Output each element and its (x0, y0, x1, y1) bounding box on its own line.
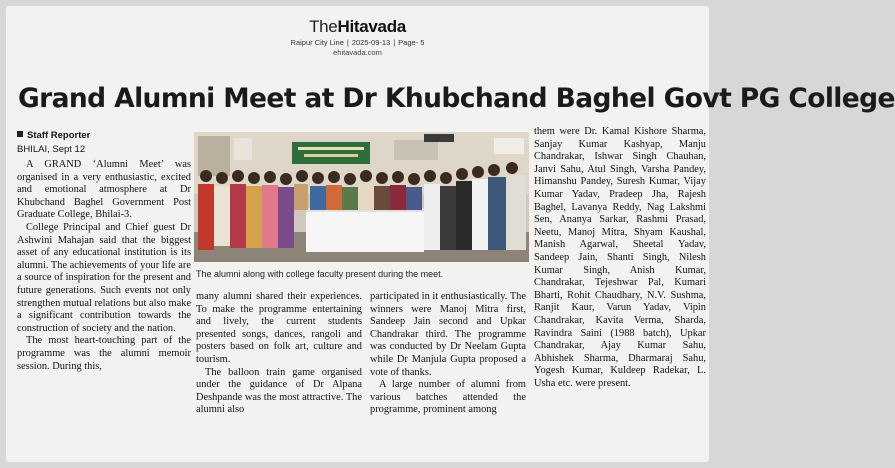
stage-banner (292, 142, 370, 164)
paragraph: College Principal and Chief guest Dr Ashwini Mahajan said that the biggest asset of any educational institution is its alumni. The achievements of your life are a source of inspiration for the present and future generations. Such events not only strengthen mutual relations but also make a significant contribution towards the construction of society and the nation. (17, 221, 191, 334)
newspaper-clipping (6, 6, 895, 462)
byline-block (17, 130, 187, 156)
edition-name: Raipur City Line (290, 38, 344, 47)
masthead (6, 18, 709, 57)
paragraph: The balloon train game organised under the guidance of Dr Alpana Deshpande was the most attractive. The alumni also (196, 366, 362, 416)
website-link[interactable]: ehitavada.com (333, 48, 382, 57)
newspaper-logo (6, 18, 709, 36)
article-column-3 (370, 291, 526, 417)
paragraph: The most heart-touching part of the programme was the alumni memoir session. During this, (17, 335, 191, 372)
edition-line: Raipur City Line | 2025-09-13 | Page- 5 (290, 38, 425, 47)
article-column-2 (196, 291, 362, 417)
headline: Grand Alumni Meet at Dr Khubchand Baghel Govt PG College (18, 83, 895, 114)
photo-caption: The alumni along with college faculty present during the meet. (196, 269, 444, 279)
article-column-1 (17, 159, 191, 373)
group-photo (194, 132, 529, 262)
bullet-square-icon (17, 131, 23, 137)
stage-table (306, 208, 424, 252)
dateline: BHILAI, Sept 12 (17, 144, 86, 155)
logo-the: The (309, 17, 338, 36)
paragraph: A large number of alumni from various batches attended the programme, prominent among (370, 379, 526, 416)
article-column-4 (534, 126, 706, 390)
paragraph: many alumni shared their experiences. To make the programme entertaining and lively, the current students presented songs, dances, rangoli and posters based on folk art, culture and tourism. (196, 291, 362, 365)
byline (17, 130, 187, 142)
photo-block (194, 132, 529, 284)
edition-date: 2025-09-13 (351, 38, 391, 47)
paragraph: them were Dr. Kamal Kishore Sharma, Sanjay Kumar Kashyap, Manju Chandrakar, Ishwar Singh Chauhan, Janvi Sahu, Atul Singh, Varsha Pandey, Himanshu Pandey, Suresh Kumar, Vijay Kumar Yadav, Pradeep Jha, Rajesh Baghel, Lavanya Reddy, Nag Lakshmi Sen, Ananya Sarkar, Rashmi Prasad, Neetu, Manoj Mitra, Shyam Kaushal, Manish Agarwal, Sheetal Yadav, Sandeep Jain, Shanti Singh, Nilesh Kumar Singh, Anish Kumar, Chandrakar, Tejeshwar Pal, Kumari Bharti, Rohit Chaudhary, N.V. Sushma, Ranjit Kaur, Varun Yadav, Vipin Chandrakar, Kavita Verma, Sharda, Ravindra Saini (1988 batch), Upkar Chandrakar, Ajay Kumar Sahu, Abhishek Sharma, Dharmaraj Sahu, Yogesh Kumar, Kuldeep Radekar, L. Usha etc. were present. (534, 126, 706, 389)
byline-text: Staff Reporter (27, 130, 91, 141)
paragraph: A GRAND ‘Alumni Meet’ was organised in a very enthusiastic, excited and emotional atmosphere at Dr Khubchand Baghel Government Post Graduate College, Bhilai-3. (17, 159, 191, 221)
logo-name: Hitavada (337, 17, 406, 36)
page-number: Page- 5 (398, 38, 425, 47)
paragraph: participated in it enthusiastically. The winners were Manoj Mitra first, Sandeep Jain second and Upkar Chandrakar third. The programme was conducted by Dr Neelam Gupta while Dr Manjula Gupta proposed a vote of thanks. (370, 291, 526, 378)
